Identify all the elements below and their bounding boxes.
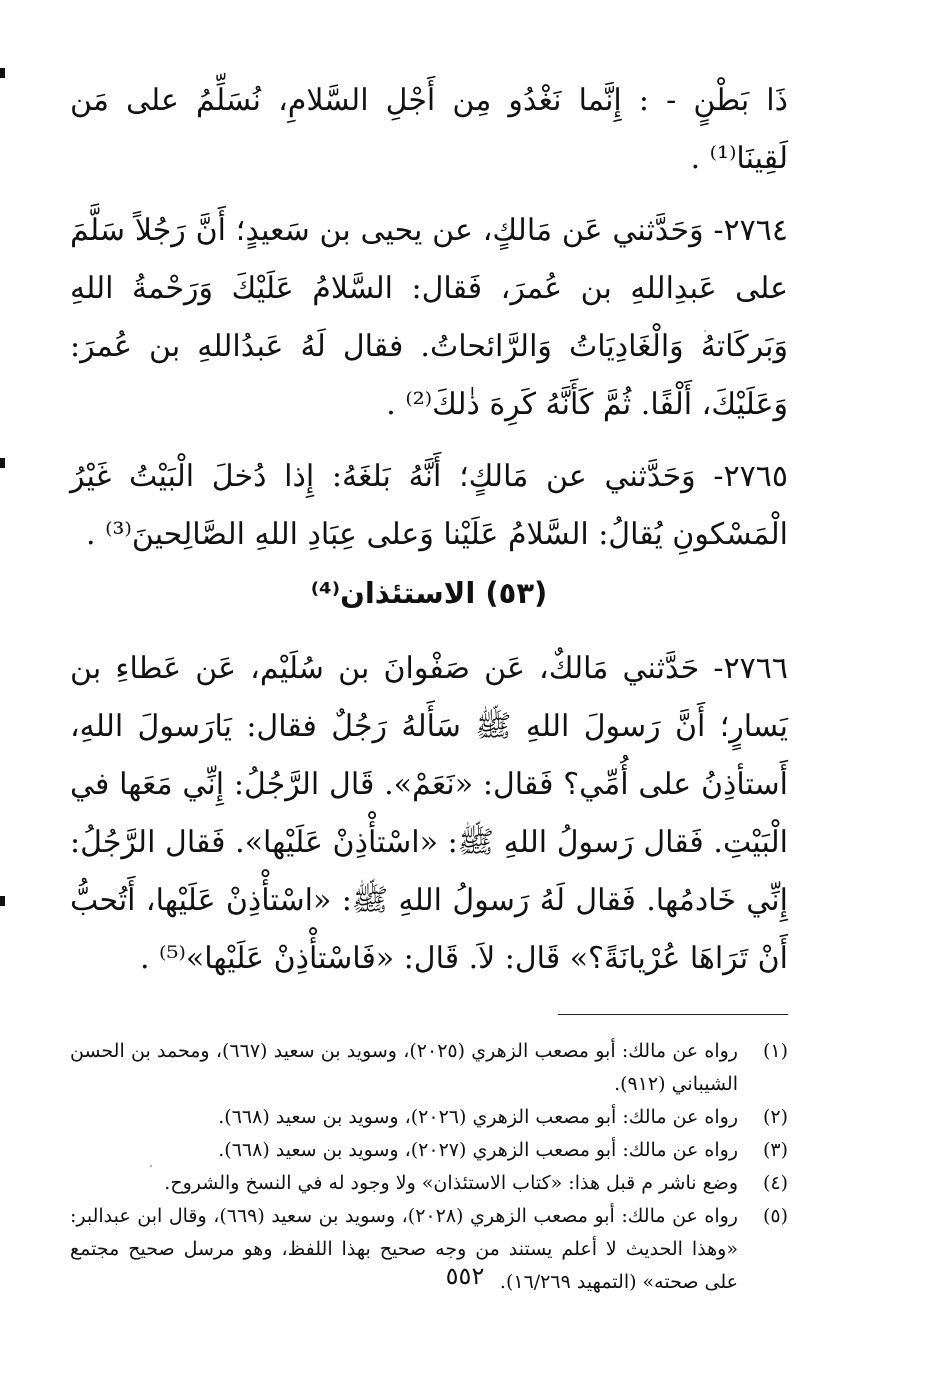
page-content bbox=[70, 72, 788, 1299]
footnote-1 bbox=[70, 1035, 788, 1101]
hadith-2764: ٢٧٦٤- وَحَدَّثني عَن مَالكٍ، عن يحيى بن سَعيدٍ؛ أَنَّ رَجُلاً سَلَّمَ على عَبدِاللهِ بن عُمرَ، فَقال: السَّلامُ عَلَيْكَ وَرَحْمةُ اللهِ وَبَركَاتهُ وَالْغَادِيَاتُ وَالرَّائحاتُ. فقال لَهُ عَبدُاللهِ بن عُمرَ: وَعَلَيْكَ، أَلْفًا. ثُمَّ كَأَنَّهُ كَرِهَ ذٰلكَ⁽²⁾ . bbox=[70, 213, 788, 422]
footnote-text: رواه عن مالك: أبو مصعب الزهري (٢٠٢٧)، وسويد بن سعيد (٦٦٨). bbox=[218, 1139, 738, 1161]
footnote-number: (٢) bbox=[762, 1106, 788, 1128]
margin-mark bbox=[0, 68, 5, 78]
hadith-2766: ٢٧٦٦- حَدَّثني مَالكٌ، عَن صَفْوانَ بن سُلَيْم، عَن عَطاءِ بن يَسارٍ؛ أَنَّ رَسولَ اللهِ ﷺ سَأَلهُ رَجُلٌ فقال: يَارَسولَ اللهِ، أَستأذِنُ على أُمِّي؟ فَقال: «نَعَمْ». قَال الرَّجُلُ: إِنِّي مَعَها في الْبَيْتِ. فَقال رَسولُ اللهِ ﷺ: «اسْتأْذِنْ عَلَيْها». فَقال الرَّجُلُ: إِنِّي خَادمُها. فَقال لَهُ رَسولُ اللهِ ﷺ: «اسْتأْذِنْ عَلَيْها، أَتُحبُّ أَنْ تَرَاهَا عُرْيانَةً؟» قَال: لاَ. قَال: «فَاسْتأْذِنْ عَلَيْها»⁽⁵⁾ . bbox=[70, 651, 788, 976]
page-number: ٥٥٢ bbox=[445, 1262, 485, 1290]
margin-mark bbox=[0, 896, 5, 906]
footnote-4 bbox=[70, 1167, 788, 1200]
footnote-number: (٣) bbox=[762, 1139, 788, 1161]
footnote-text: رواه عن مالك: أبو مصعب الزهري (٢٠٢٦)، وسويد بن سعيد (٦٦٨). bbox=[218, 1106, 738, 1128]
main-text bbox=[70, 72, 788, 988]
footnote-text: رواه عن مالك: أبو مصعب الزهري (٢٠٢٨)، وسويد بن سعيد (٦٦٩)، وقال ابن عبدالبر: «وهذا الحديث لا أعلم يستند من وجه صحيح بهذا اللفظ، وهو مرسل صحيح مجتمع على صحته» (التمهيد ١٦/٢٦٩). bbox=[70, 1205, 738, 1293]
footnote-3 bbox=[70, 1134, 788, 1167]
footnotes bbox=[70, 1035, 788, 1299]
footnote-2 bbox=[70, 1101, 788, 1134]
footnote-number: (٥) bbox=[762, 1205, 788, 1227]
footnote-number: (٤) bbox=[762, 1172, 788, 1194]
chapter-title: (٥٣) الاستئذان⁽⁴⁾ bbox=[310, 576, 548, 610]
footnote-text: رواه عن مالك: أبو مصعب الزهري (٢٠٢٥)، وسويد بن سعيد (٦٦٧)، ومحمد بن الحسن الشيباني (٩١٢). bbox=[70, 1040, 738, 1095]
footnote-text: وضع ناشر م قبل هذا: «كتاب الاستئذان» ولا وجود له في النسخ والشروح. bbox=[164, 1172, 738, 1194]
paragraph-continuation: ذَا بَطْنٍ - : إِنَّما نَغْدُو مِن أَجْلِ السَّلامِ، نُسَلِّمُ على مَن لَقِينَا⁽¹⁾ . bbox=[70, 83, 788, 176]
hadith-2765: ٢٧٦٥- وَحَدَّثني عن مَالكٍ؛ أَنَّهُ بَلغَهُ: إِذا دُخلَ الْبَيْتُ غَيْرُ الْمَسْكونِ يُقالُ: السَّلامُ عَلَيْنا وَعلى عِبَادِ اللهِ الصَّالِحينَ⁽³⁾ . bbox=[70, 459, 788, 552]
footnote-divider bbox=[558, 1014, 788, 1015]
margin-mark bbox=[0, 458, 5, 468]
footnote-number: (١) bbox=[762, 1040, 788, 1062]
